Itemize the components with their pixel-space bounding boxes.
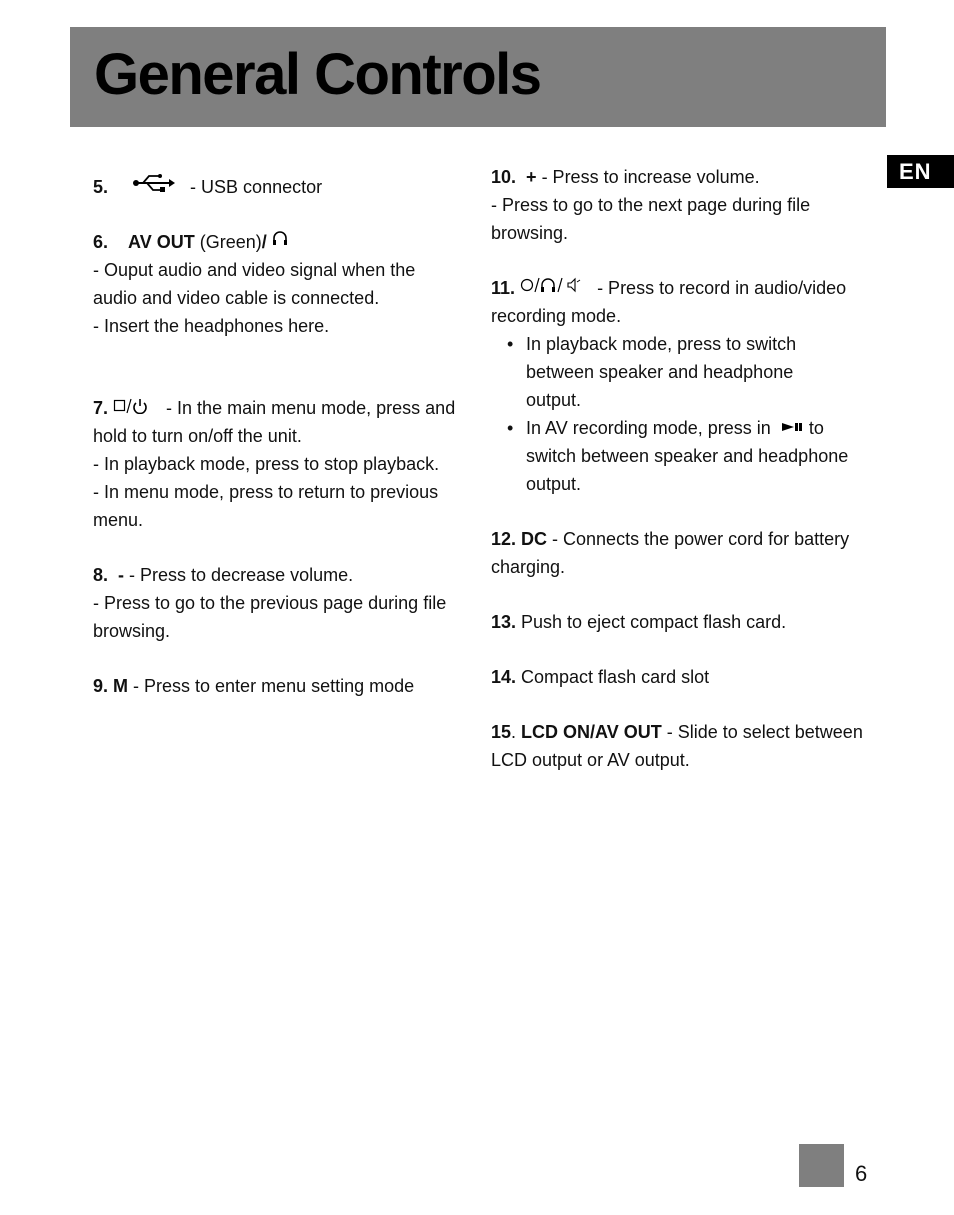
- item-7-line-4: menu.: [93, 510, 144, 530]
- item-12: [491, 525, 871, 581]
- item-11-first: - Press to record in audio/video: [597, 278, 847, 298]
- item-number: 6.: [93, 232, 109, 252]
- right-column: [491, 163, 871, 774]
- item-6-line-3: - Insert the headphones here.: [93, 316, 330, 336]
- item-7: [93, 394, 468, 534]
- lcd-on-av-out-label: LCD ON/AV OUT: [521, 722, 662, 742]
- bullet-1-line-2: between speaker and headphone: [526, 362, 794, 382]
- item-number: 15: [491, 722, 512, 742]
- item-6-line-1: - Ouput audio and video signal when the: [93, 260, 416, 280]
- item-12-line-1: charging.: [491, 557, 566, 577]
- item-7-line-2: - In playback mode, press to stop playback.: [93, 454, 440, 474]
- item-14-first: Compact flash card slot: [516, 667, 710, 687]
- item-6-line-2: audio and video cable is connected.: [93, 288, 380, 308]
- page-number-box: [799, 1144, 844, 1187]
- play-pause-icon: [782, 421, 804, 433]
- item-10-line-2: browsing.: [491, 223, 569, 243]
- item-15-sep: .: [511, 722, 522, 742]
- av-out-label: AV OUT: [128, 232, 195, 252]
- item-9-first: - Press to enter menu setting mode: [128, 676, 415, 696]
- page-number: 6: [855, 1161, 868, 1186]
- item-11-line-1: recording mode.: [491, 306, 622, 326]
- language-tab: EN: [887, 155, 954, 188]
- item-9: [93, 672, 468, 700]
- item-6: [93, 228, 468, 340]
- item-10-line-1: - Press to go to the next page during file: [491, 195, 811, 215]
- usb-icon: [133, 174, 175, 192]
- slash: /: [261, 232, 267, 252]
- bullet-1-line-3: output.: [526, 390, 582, 410]
- item-5: [93, 173, 468, 201]
- green-label: (Green): [194, 232, 262, 252]
- item-10: [491, 163, 871, 247]
- bullet-2-line-2: switch between speaker and headphone: [526, 446, 849, 466]
- bullet-dot: •: [507, 418, 514, 438]
- headphone-icon: [272, 230, 288, 246]
- item-number: 13.: [491, 612, 517, 632]
- plus-label: +: [526, 167, 537, 187]
- item-11: [491, 274, 871, 498]
- item-5-desc: - USB connector: [190, 177, 323, 197]
- item-number: 11.: [491, 278, 516, 298]
- bullet-2-line-3: output.: [526, 474, 582, 494]
- item-7-line-1: hold to turn on/off the unit.: [93, 426, 302, 446]
- record-headphone-speaker-icon: [520, 277, 582, 293]
- item-number: 12. DC: [491, 529, 548, 549]
- header-bar: [70, 27, 886, 127]
- item-13-first: Push to eject compact flash card.: [516, 612, 787, 632]
- bullet-dot: •: [507, 334, 514, 354]
- item-8-first: - Press to decrease volume.: [124, 565, 354, 585]
- bullet-2-first: In AV recording mode, press in: [526, 418, 771, 438]
- item-8-line-1: - Press to go to the previous page during file: [93, 593, 447, 613]
- item-number: 14.: [491, 667, 517, 687]
- item-15-first: - Slide to select between: [661, 722, 863, 742]
- item-7-line-3: - In menu mode, press to return to previous: [93, 482, 439, 502]
- item-10-first: - Press to increase volume.: [536, 167, 760, 187]
- bullet-2: [505, 414, 871, 498]
- item-12-first: - Connects the power cord for battery: [547, 529, 850, 549]
- item-8-line-2: browsing.: [93, 621, 171, 641]
- bullet-1-line-1: In playback mode, press to switch: [526, 334, 797, 354]
- item-number: 10.: [491, 167, 517, 187]
- bullet-2-after: to: [803, 418, 824, 438]
- item-11-bullets: [505, 330, 871, 498]
- item-14: [491, 663, 871, 691]
- item-number: 7.: [93, 398, 109, 418]
- item-number: 8.: [93, 565, 109, 585]
- item-15-line-1: LCD output or AV output.: [491, 750, 690, 770]
- bullet-1: [505, 330, 871, 414]
- left-column: [93, 173, 468, 700]
- item-15: [491, 718, 871, 774]
- item-8: [93, 561, 468, 645]
- page-title: General Controls: [94, 42, 541, 107]
- minus-label: -: [118, 565, 125, 585]
- item-number: 5.: [93, 177, 109, 197]
- item-13: [491, 608, 871, 636]
- item-number: 9. M: [93, 676, 129, 696]
- stop-power-icon: [113, 398, 149, 414]
- item-7-first: - In the main menu mode, press and: [166, 398, 456, 418]
